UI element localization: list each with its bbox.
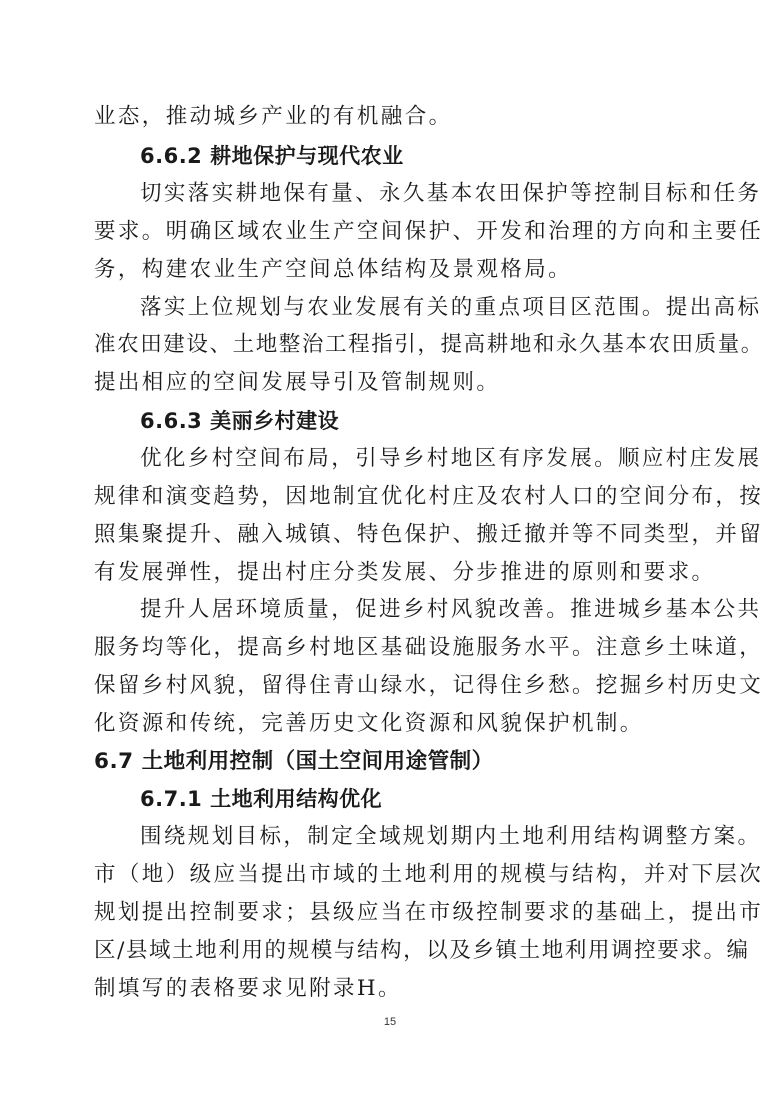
paragraph-line: 照集聚提升、融入城镇、特色保护、搬迁撤并等不同类型，并留 — [94, 522, 764, 547]
paragraph-line: 落实上位规划与农业发展有关的重点项目区范围。提出高标 — [140, 295, 762, 320]
paragraph-line: 保留乡村风貌，留得住青山绿水，记得住乡愁。挖掘乡村历史文 — [94, 673, 764, 698]
paragraph-line: 准农田建设、土地整治工程指引，提高耕地和永久基本农田质量。 — [94, 332, 764, 357]
section-heading-6-6-3: 6.6.3 美丽乡村建设 — [140, 409, 340, 433]
paragraph-line: 务，构建农业生产空间总体结构及景观格局。 — [94, 257, 573, 282]
paragraph-line: 化资源和传统，完善历史文化资源和风貌保护机制。 — [94, 711, 644, 736]
paragraph-line: 切实落实耕地保有量、永久基本农田保护等控制目标和任务 — [140, 181, 762, 206]
paragraph-line: 围绕规划目标，制定全域规划期内土地利用结构调整方案。 — [140, 824, 762, 849]
paragraph-line: 市（地）级应当提出市域的土地利用的规模与结构，并对下层次 — [94, 862, 764, 887]
paragraph-line: 规律和演变趋势，因地制宜优化村庄及农村人口的空间分布，按 — [94, 484, 764, 509]
paragraph-line: 区/县域土地利用的规模与结构，以及乡镇土地利用调控要求。编 — [94, 938, 750, 963]
paragraph-line: 提出相应的空间发展导引及管制规则。 — [94, 370, 501, 395]
paragraph-line: 优化乡村空间布局，引导乡村地区有序发展。顺应村庄发展 — [140, 446, 762, 471]
paragraph-line: 业态，推动城乡产业的有机融合。 — [94, 104, 453, 129]
paragraph-line: 要求。明确区域农业生产空间保护、开发和治理的方向和主要任 — [94, 219, 764, 244]
paragraph-line: 有发展弹性，提出村庄分类发展、分步推进的原则和要求。 — [94, 560, 716, 585]
section-heading-6-7-1: 6.7.1 土地利用结构优化 — [140, 787, 383, 811]
section-heading-6-7: 6.7 土地利用控制（国土空间用途管制） — [94, 749, 494, 774]
section-heading-6-6-2: 6.6.2 耕地保护与现代农业 — [140, 144, 404, 168]
paragraph-line: 规划提出控制要求；县级应当在市级控制要求的基础上，提出市 — [94, 900, 764, 925]
paragraph-line: 制填写的表格要求见附录H。 — [94, 976, 402, 1001]
paragraph-line: 提升人居环境质量，促进乡村风貌改善。推进城乡基本公共 — [140, 597, 762, 622]
page-number: 15 — [383, 1016, 397, 1028]
paragraph-line: 服务均等化，提高乡村地区基础设施服务水平。注意乡土味道， — [94, 635, 764, 660]
